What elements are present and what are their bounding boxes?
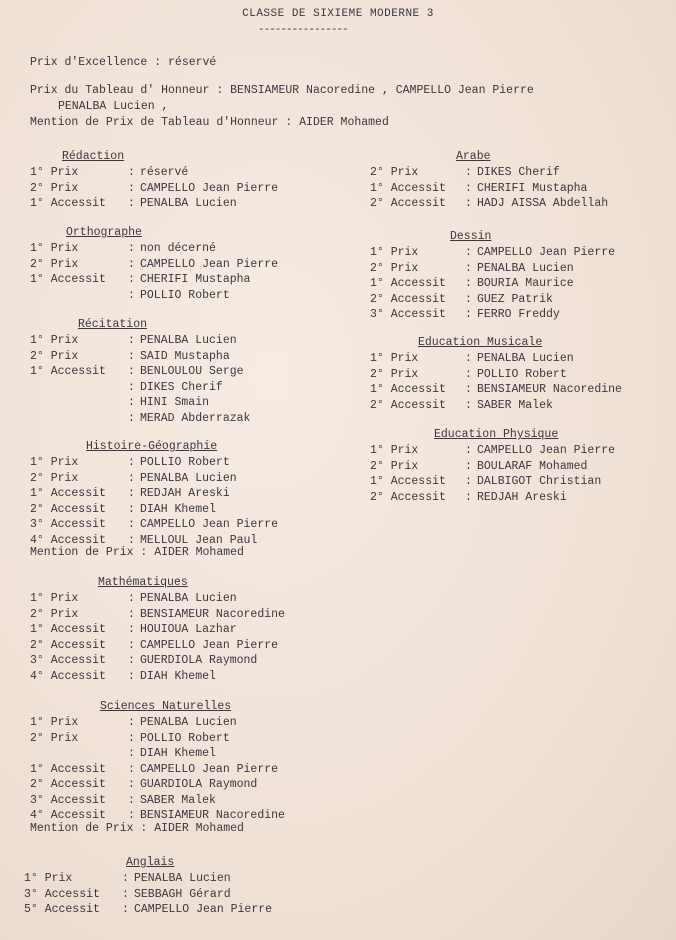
mention-histoire: Mention de Prix : AIDER Mohamed (30, 546, 244, 559)
award-row (30, 608, 285, 622)
award-separator: : (128, 456, 135, 469)
award-rank: 1° Prix (24, 872, 73, 885)
award-row (370, 368, 567, 382)
award-separator: : (128, 654, 135, 667)
prix-tableau-honneur: Prix du Tableau d' Honneur : BENSIAMEUR Nacoredine , CAMPELLO Jean Pierre (30, 84, 534, 97)
award-row (30, 396, 209, 410)
award-rank: 1° Accessit (370, 383, 446, 396)
section-title-recitation: Récitation (78, 318, 148, 331)
mention-tableau-honneur: Mention de Prix de Tableau d'Honneur : AIDER Mohamed (30, 116, 389, 129)
award-recipient: PENALBA Lucien (140, 334, 237, 347)
award-row (30, 592, 237, 606)
award-rank: 2° Accessit (30, 638, 106, 652)
award-row (30, 639, 278, 653)
award-recipient: FERRO Freddy (477, 308, 560, 321)
award-recipient: PENALBA Lucien (140, 471, 237, 485)
award-recipient: MELLOUL Jean Paul (140, 533, 258, 547)
award-separator: : (122, 887, 129, 901)
prix-excellence: Prix d'Excellence : réservé (30, 56, 217, 69)
award-separator: : (465, 444, 472, 457)
award-row (30, 350, 230, 364)
award-rank: 4° Accessit (30, 669, 106, 683)
award-rank: 1° Accessit (30, 365, 106, 378)
award-rank: 2° Accessit (370, 197, 446, 210)
award-separator: : (128, 197, 135, 210)
award-separator: : (122, 872, 129, 885)
award-recipient: HOUIOUA Lazhar (140, 623, 237, 636)
award-rank: 1° Accessit (30, 197, 106, 210)
award-recipient: PENALBA Lucien (134, 872, 231, 885)
section-title-mathematiques: Mathématiques (98, 576, 188, 589)
award-row (30, 381, 223, 395)
award-separator: : (465, 166, 472, 179)
award-recipient: SABER Malek (477, 398, 553, 412)
award-rank: 2° Prix (30, 731, 79, 745)
award-row (370, 246, 615, 260)
award-separator: : (465, 261, 472, 275)
award-separator: : (128, 365, 135, 378)
award-recipient: BENLOULOU Serge (140, 365, 244, 378)
award-recipient: CAMPELLO Jean Pierre (140, 257, 279, 271)
award-recipient: CAMPELLO Jean Pierre (140, 638, 279, 652)
award-row (370, 308, 560, 322)
award-separator: : (465, 398, 472, 412)
award-separator: : (128, 809, 135, 822)
award-row (30, 654, 257, 668)
award-recipient: HADJ AISSA Abdellah (477, 197, 609, 210)
award-row (30, 794, 216, 808)
award-row (30, 472, 237, 486)
award-separator: : (128, 533, 135, 547)
award-separator: : (465, 352, 472, 365)
award-rank: 2° Prix (30, 257, 79, 271)
award-recipient: réservé (140, 166, 189, 179)
award-recipient: DIKES Cherif (140, 380, 223, 394)
award-recipient: PENALBA Lucien (140, 197, 237, 210)
award-rank: 3° Accessit (24, 887, 100, 901)
award-rank: 3° Accessit (370, 308, 446, 321)
award-separator: : (128, 793, 135, 807)
award-separator: : (128, 607, 135, 621)
award-recipient: BOURIA Maurice (477, 277, 574, 290)
award-recipient: GUEZ Patrik (477, 292, 553, 306)
award-recipient: POLLIO Robert (140, 288, 230, 302)
award-row (370, 491, 567, 505)
award-recipient: CHERIFI Mustapha (477, 181, 588, 195)
award-rank: 1° Accessit (30, 273, 106, 286)
page-title: CLASSE DE SIXIEME MODERNE 3 (242, 8, 434, 20)
award-rank: 3° Accessit (30, 654, 106, 667)
award-row (370, 475, 601, 489)
award-recipient: CAMPELLO Jean Pierre (140, 518, 279, 531)
award-recipient: DIAH Khemel (140, 747, 216, 760)
award-row (30, 334, 237, 348)
section-title-redaction: Rédaction (62, 150, 125, 163)
award-separator: : (128, 518, 135, 531)
award-separator: : (465, 277, 472, 290)
award-recipient: REDJAH Areski (477, 490, 567, 504)
title-underline: ---------------- (258, 24, 348, 36)
award-separator: : (465, 459, 472, 473)
award-row (30, 732, 230, 746)
award-row (30, 778, 257, 792)
award-rank: 1° Accessit (30, 623, 106, 636)
prix-tableau-honneur-cont: PENALBA Lucien , (58, 100, 169, 113)
section-title-histoire: Histoire-Géographie (86, 440, 218, 453)
award-separator: : (465, 383, 472, 396)
award-rank: 1° Accessit (370, 475, 446, 488)
award-recipient: CAMPELLO Jean Pierre (140, 181, 279, 195)
award-rank: 2° Prix (30, 181, 79, 195)
award-row (30, 518, 278, 532)
award-separator: : (128, 638, 135, 652)
award-separator: : (465, 292, 472, 306)
award-recipient: POLLIO Robert (140, 456, 230, 469)
award-separator: : (128, 273, 135, 286)
award-row (30, 166, 188, 180)
award-rank: 2° Prix (370, 459, 419, 473)
award-recipient: non décerné (140, 242, 216, 255)
award-row (30, 503, 216, 517)
award-separator: : (465, 475, 472, 488)
award-rank: 3° Accessit (30, 793, 106, 807)
award-row (30, 747, 216, 761)
award-recipient: PENALBA Lucien (140, 716, 237, 729)
award-row (30, 182, 278, 196)
section-title-orthographe: Orthographe (66, 226, 142, 239)
award-row (370, 197, 608, 211)
award-recipient: SEBBAGH Gérard (134, 887, 231, 901)
section-title-physique: Education Physique (434, 428, 559, 441)
award-separator: : (465, 181, 472, 195)
award-row (30, 487, 230, 501)
award-recipient: GUARDIOLA Raymond (140, 778, 258, 791)
award-row (30, 412, 250, 426)
section-title-arabe: Arabe (456, 150, 491, 163)
award-separator: : (128, 242, 135, 255)
award-rank: 2° Accessit (30, 778, 106, 791)
award-recipient: HINI Smain (140, 396, 210, 409)
award-recipient: BENSIAMEUR Nacoredine (140, 607, 285, 621)
award-separator: : (128, 396, 135, 409)
award-rank: 1° Prix (370, 352, 419, 365)
award-row (30, 456, 230, 470)
award-separator: : (128, 669, 135, 683)
award-separator: : (128, 288, 135, 302)
award-recipient: DIKES Cherif (477, 166, 560, 179)
award-separator: : (128, 592, 135, 605)
award-rank: 1° Prix (30, 592, 79, 605)
award-row (370, 182, 587, 196)
award-separator: : (128, 778, 135, 791)
award-separator: : (128, 166, 135, 179)
award-separator: : (465, 246, 472, 259)
award-separator: : (465, 197, 472, 210)
award-row (30, 365, 244, 379)
award-separator: : (128, 502, 135, 516)
award-separator: : (122, 903, 129, 916)
award-rank: 2° Accessit (370, 490, 446, 504)
award-row (30, 809, 285, 823)
award-separator: : (128, 181, 135, 195)
award-rank: 3° Accessit (30, 518, 106, 531)
award-separator: : (465, 308, 472, 321)
award-recipient: PENALBA Lucien (477, 261, 574, 275)
award-rank: 1° Prix (30, 456, 79, 469)
award-recipient: BENSIAMEUR Nacoredine (140, 809, 285, 822)
award-separator: : (128, 747, 135, 760)
award-recipient: POLLIO Robert (477, 367, 567, 381)
award-rank: 1° Prix (30, 242, 79, 255)
award-row (24, 872, 231, 886)
award-rank: 2° Prix (30, 349, 79, 363)
award-row (370, 293, 553, 307)
award-recipient: CAMPELLO Jean Pierre (477, 444, 616, 457)
award-recipient: DIAH Khemel (140, 502, 216, 516)
award-separator: : (128, 380, 135, 394)
award-row (24, 888, 231, 902)
award-row (370, 444, 615, 458)
award-rank: 2° Prix (370, 261, 419, 275)
award-row (30, 716, 237, 730)
award-rank: 2° Accessit (370, 292, 446, 306)
award-row (30, 289, 230, 303)
award-rank: 2° Prix (30, 607, 79, 621)
award-separator: : (128, 471, 135, 485)
award-rank: 1° Prix (30, 166, 79, 179)
award-row (30, 534, 257, 548)
award-separator: : (128, 349, 135, 363)
section-title-anglais: Anglais (126, 856, 175, 869)
award-rank: 2° Accessit (30, 502, 106, 516)
award-row (370, 262, 574, 276)
award-recipient: SABER Malek (140, 793, 216, 807)
award-recipient: DALBIGOT Christian (477, 475, 602, 488)
award-rank: 2° Prix (30, 471, 79, 485)
award-separator: : (128, 334, 135, 347)
award-row (24, 903, 272, 917)
award-row (370, 277, 574, 291)
award-rank: 4° Accessit (30, 533, 106, 547)
award-separator: : (128, 716, 135, 729)
award-recipient: MERAD Abderrazak (140, 411, 251, 425)
award-recipient: BOULARAF Mohamed (477, 459, 588, 473)
award-recipient: GUERDIOLA Raymond (140, 654, 258, 667)
award-rank: 4° Accessit (30, 809, 106, 822)
award-rank: 2° Prix (370, 166, 419, 179)
award-row (30, 623, 237, 637)
award-row (370, 166, 560, 180)
section-title-musicale: Education Musicale (418, 336, 543, 349)
award-rank: 5° Accessit (24, 903, 100, 916)
award-separator: : (128, 411, 135, 425)
award-recipient: REDJAH Areski (140, 487, 230, 500)
award-recipient: PENALBA Lucien (140, 592, 237, 605)
award-row (370, 352, 574, 366)
award-separator: : (128, 487, 135, 500)
award-row (370, 460, 587, 474)
award-rank: 1° Prix (370, 444, 419, 457)
award-recipient: CAMPELLO Jean Pierre (140, 762, 279, 776)
mention-sciences: Mention de Prix : AIDER Mohamed (30, 822, 244, 835)
award-rank: 1° Accessit (370, 277, 446, 290)
award-recipient: CAMPELLO Jean Pierre (134, 903, 273, 916)
award-row (30, 273, 250, 287)
award-row (30, 258, 278, 272)
award-separator: : (128, 731, 135, 745)
award-recipient: POLLIO Robert (140, 731, 230, 745)
award-rank: 1° Accessit (30, 762, 106, 776)
award-rank: 1° Accessit (30, 487, 106, 500)
award-row (30, 242, 216, 256)
award-recipient: BENSIAMEUR Nacoredine (477, 383, 622, 396)
award-separator: : (128, 623, 135, 636)
award-recipient: SAID Mustapha (140, 349, 230, 363)
award-rank: 2° Prix (370, 367, 419, 381)
section-title-dessin: Dessin (450, 230, 492, 243)
award-separator: : (128, 762, 135, 776)
award-recipient: CHERIFI Mustapha (140, 273, 251, 286)
award-row (370, 383, 622, 397)
award-row (370, 399, 553, 413)
award-recipient: PENALBA Lucien (477, 352, 574, 365)
award-recipient: CAMPELLO Jean Pierre (477, 246, 616, 259)
award-separator: : (465, 367, 472, 381)
section-title-sciences: Sciences Naturelles (100, 700, 232, 713)
award-rank: 1° Prix (370, 246, 419, 259)
award-separator: : (128, 257, 135, 271)
award-rank: 2° Accessit (370, 398, 446, 412)
award-rank: 1° Accessit (370, 181, 446, 195)
award-rank: 1° Prix (30, 716, 79, 729)
award-rank: 1° Prix (30, 334, 79, 347)
award-row (30, 670, 216, 684)
award-row (30, 197, 237, 211)
award-separator: : (465, 490, 472, 504)
award-recipient: DIAH Khemel (140, 669, 216, 683)
award-row (30, 763, 278, 777)
